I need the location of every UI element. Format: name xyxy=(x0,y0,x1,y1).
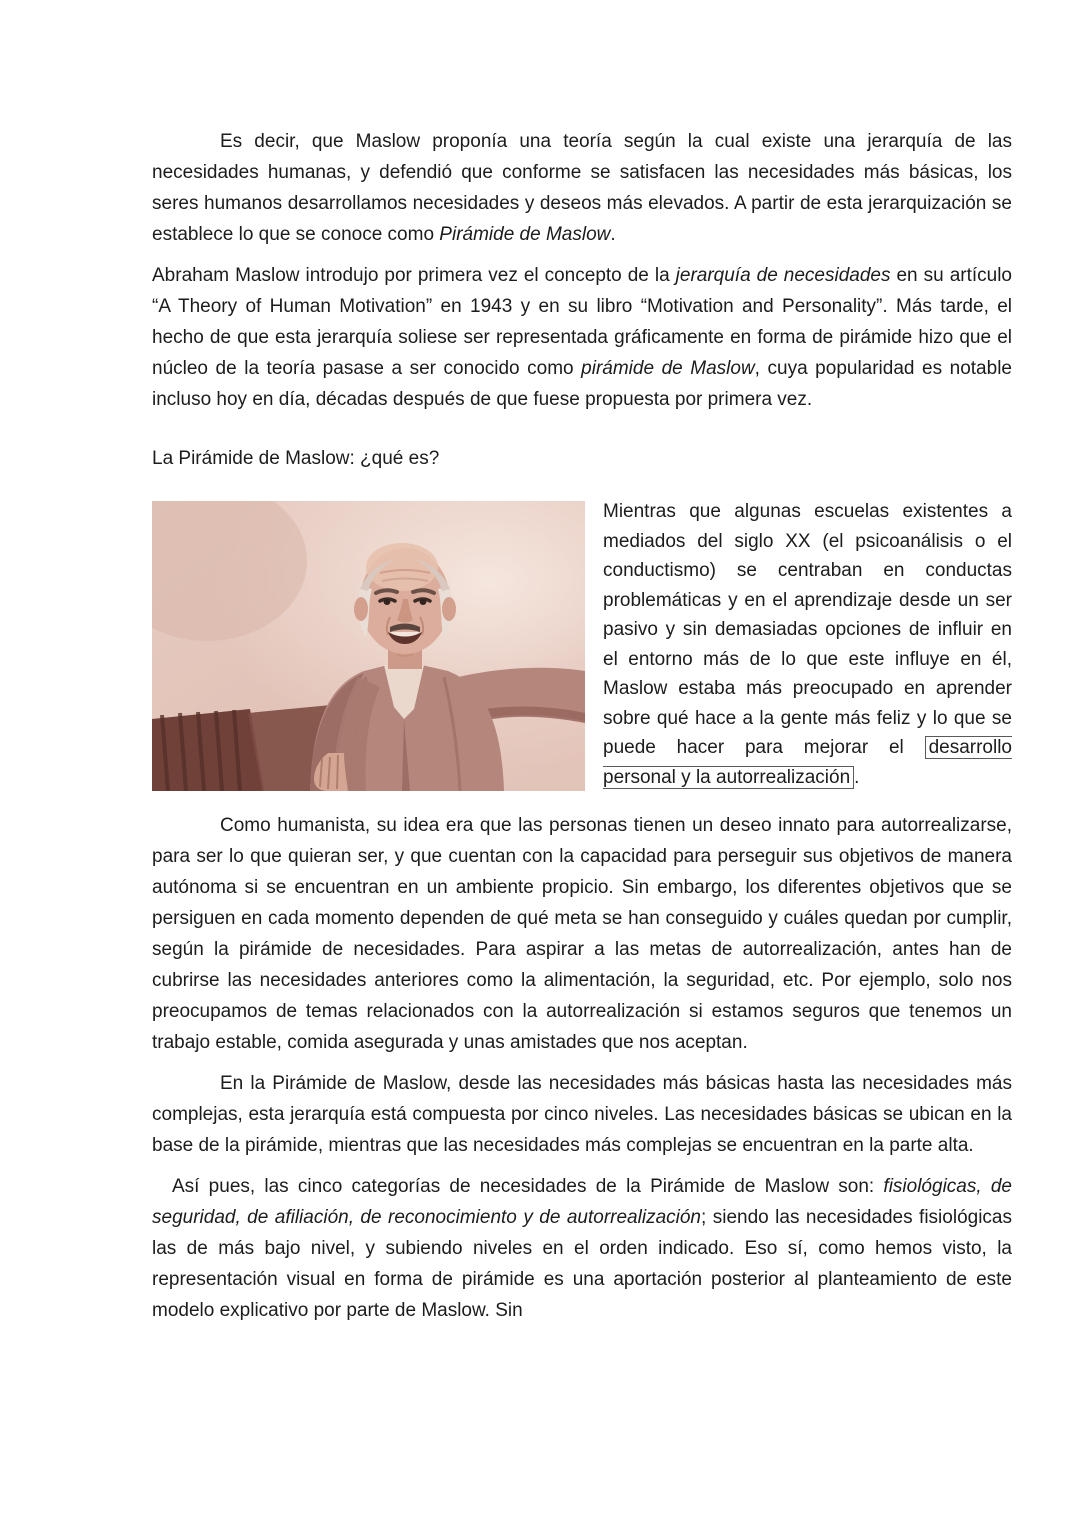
text-segment: . xyxy=(610,224,616,245)
italic-segment: Pirámide de Maslow xyxy=(439,224,611,245)
boxed-phrase: desarrollo personal y la autorrealización xyxy=(603,737,1012,788)
italic-segment: fisiológicas, de seguridad, de afiliación, de reconocimiento y de autorrealización xyxy=(152,1176,1012,1228)
text-segment: en su artículo “A Theory of Human Motivation” en 1943 y en su libro “Motivation and Personality”. Más tarde, el hecho de que esta jerarquía soliese ser representada gráficamente en forma de pirámide hizo que el núcleo de la teoría pasase a ser conocido como xyxy=(152,265,1012,379)
text-segment: Así pues, las cinco categorías de necesidades de la Pirámide de Maslow son: xyxy=(172,1176,884,1197)
text-segment: , cuya popularidad es notable incluso hoy en día, décadas después de que fuese propuesta por primera vez. xyxy=(152,358,1012,410)
maslow-portrait-svg xyxy=(152,501,585,791)
text-segment: ; siendo las necesidades fisiológicas las de más bajo nivel, y subiendo niveles en el orden indicado. Eso sí, como hemos visto, la representación visual en forma de pirámide es una aportación posterior al planteamiento de este modelo explicativo por parte de Maslow. Sin xyxy=(152,1207,1012,1321)
paragraph-humanista xyxy=(152,810,1012,1058)
section-heading: La Pirámide de Maslow: ¿qué es? xyxy=(152,448,440,469)
paragraph-cinco-niveles xyxy=(152,1068,1012,1161)
paragraph-categorias xyxy=(152,1171,1012,1326)
paragraph-photo-wrap xyxy=(152,497,1012,792)
text-segment: . xyxy=(854,766,860,788)
text-segment: En la Pirámide de Maslow, desde las necesidades más básicas hasta las necesidades más complejas, esta jerarquía está compuesta por cinco niveles. Las necesidades básicas se ubican en la base de la pirámide, mientras que las necesidades más complejas se encuentran en la parte alta. xyxy=(152,1073,1012,1156)
paragraph-intro-1 xyxy=(152,126,1012,250)
italic-segment: pirámide de Maslow xyxy=(581,358,755,379)
italic-segment: jerarquía de necesidades xyxy=(675,265,891,286)
text-segment: Abraham Maslow introdujo por primera vez el concepto de la xyxy=(152,265,676,286)
text-segment: Como humanista, su idea era que las personas tienen un deseo innato para autorrealizarse, para ser lo que quieran ser, y que cuentan con la capacidad para perseguir sus objetivos de manera autónoma si se encuentran en un ambiente propicio. Sin embargo, los diferentes objetivos que se persiguen en cada momento dependen de qué meta se han conseguido y cuáles quedan por cumplir, según la pirámide de necesidades. Para aspirar a las metas de autorrealización, antes han de cubrirse las necesidades anteriores como la alimentación, la seguridad, etc. Por ejemplo, solo nos preocupamos de temas relacionados con la autorrealización si estamos seguros que tenemos un trabajo estable, comida asegurada y unas amistades que nos aceptan. xyxy=(152,815,1012,1053)
abraham-maslow-photo xyxy=(152,501,585,791)
text-segment: Es decir, que Maslow proponía una teoría según la cual existe una jerarquía de las necesidades humanas, y defendió que conforme se satisfacen las necesidades más básicas, los seres humanos desarrollamos necesidades y deseos más elevados. A partir de esta jerarquización se establece lo que se conoce como xyxy=(152,131,1012,245)
paragraph-intro-2 xyxy=(152,260,1012,415)
text-segment: Mientras que algunas escuelas existentes a mediados del siglo XX (el psicoanálisis o el conductismo) se centraban en conductas problemáticas y en el aprendizaje desde un ser pasivo y sin demasiadas opciones de influir en el entorno más de lo que este influye en él, Maslow estaba más preocupado en aprender sobre qué hace a la gente más feliz y lo que se puede hacer para mejorar el xyxy=(603,501,1012,758)
